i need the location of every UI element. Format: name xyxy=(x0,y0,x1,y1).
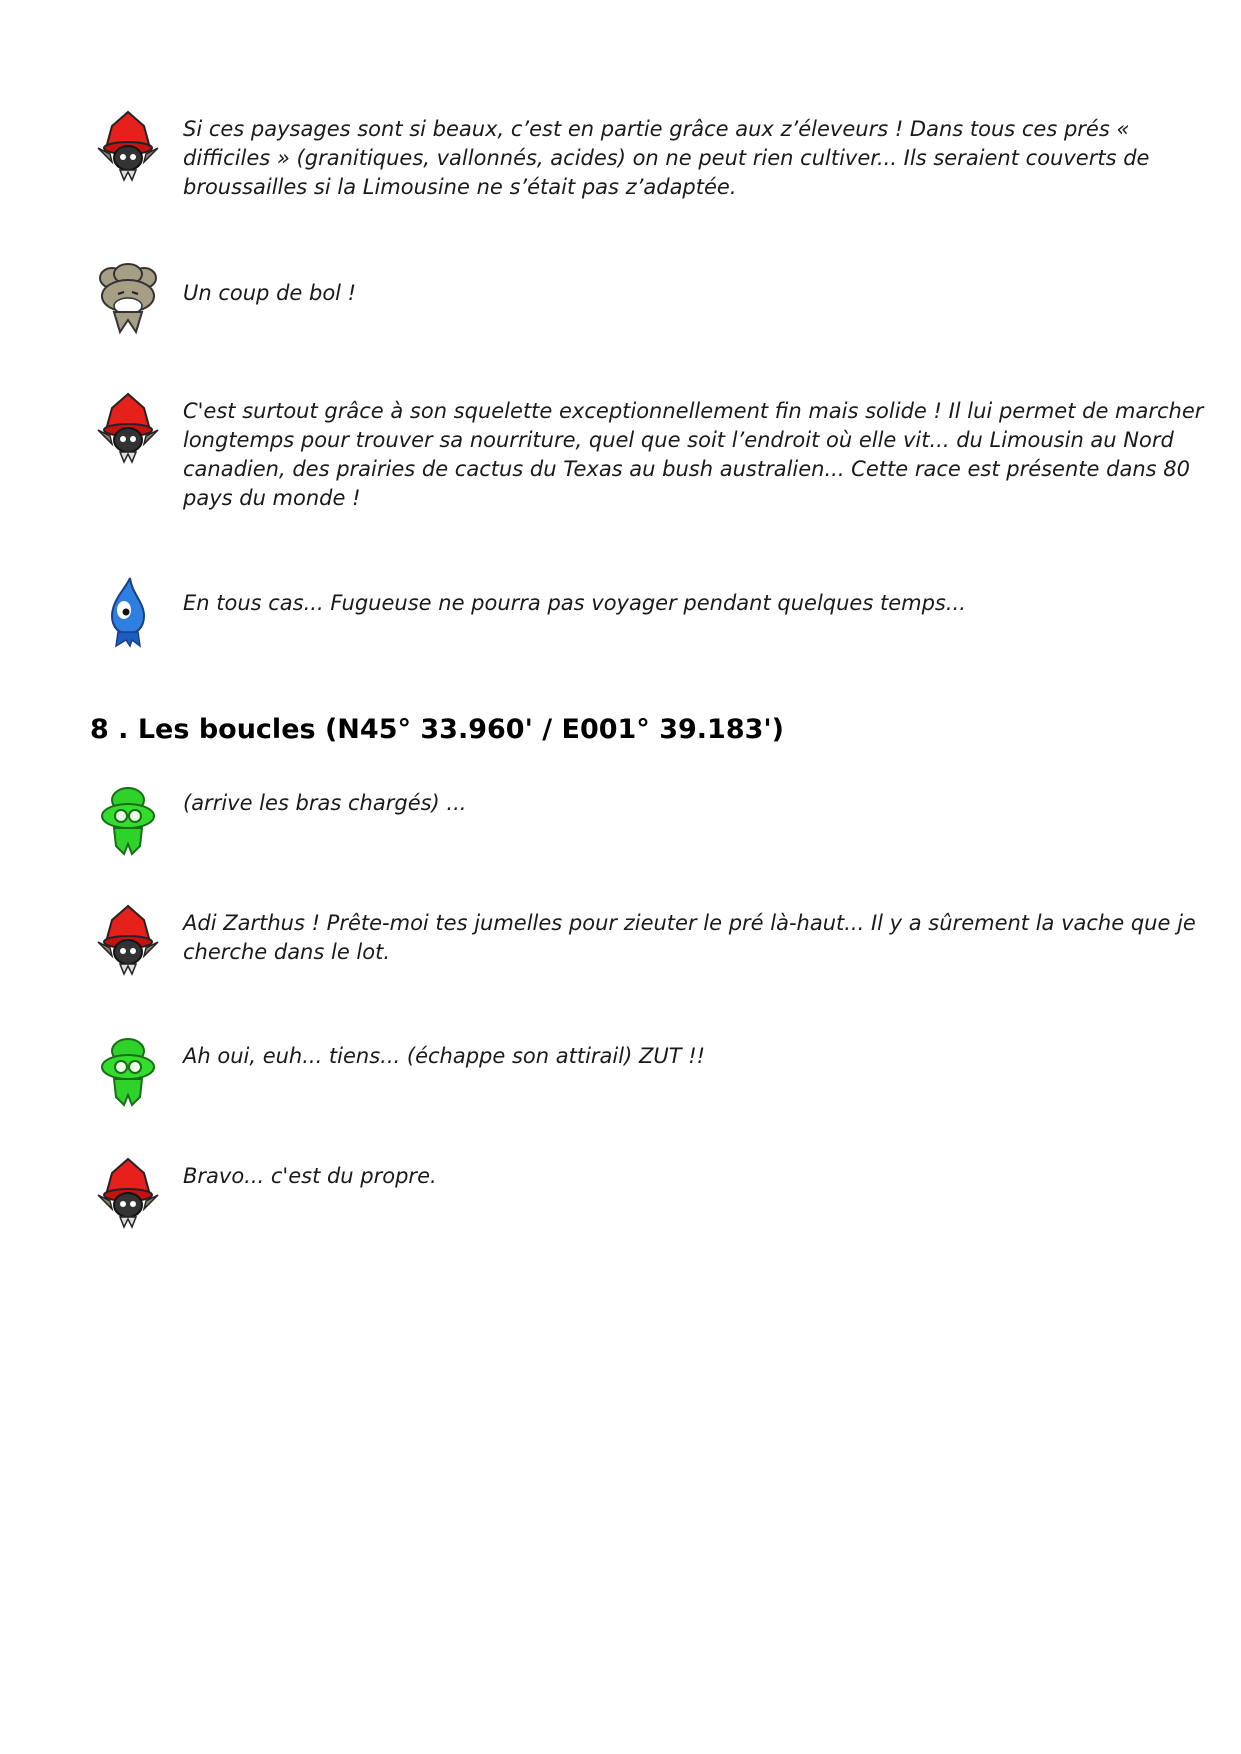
dialogue-text: (arrive les bras chargés) ... xyxy=(183,791,467,815)
red-hat-goblin-icon xyxy=(90,1155,166,1231)
dialogue-text: cherche dans le lot. xyxy=(183,940,391,964)
red-hat-goblin-icon xyxy=(90,108,166,184)
dialogue-text: difficiles » (granitiques, vallonnés, acides) on ne peut rien cultiver... Ils seraient couverts de xyxy=(183,146,1150,170)
green-glasses-character-icon xyxy=(90,1033,166,1109)
dialogue-text: Si ces paysages sont si beaux, c’est en partie grâce aux z’éleveurs ! Dans tous ces prés « xyxy=(183,117,1130,141)
dialogue-text: broussailles si la Limousine ne s’était pas z’adaptée. xyxy=(183,175,737,199)
dialogue-text: Adi Zarthus ! Prête-moi tes jumelles pour zieuter le pré là-haut... Il y a sûrement la vache que je xyxy=(183,911,1196,935)
dialogue-text: En tous cas... Fugueuse ne pourra pas voyager pendant quelques temps... xyxy=(183,591,966,615)
dialogue-text: Ah oui, euh... tiens... (échappe son attirail) ZUT !! xyxy=(183,1044,706,1068)
blue-water-drop-icon xyxy=(90,574,166,650)
section-heading: 8 . Les boucles (N45° 33.960' / E001° 39.183') xyxy=(90,714,784,745)
cow-icon xyxy=(90,262,166,338)
green-glasses-character-icon xyxy=(90,782,166,858)
dialogue-text: Un coup de bol ! xyxy=(183,281,357,305)
dialogue-text: C'est surtout grâce à son squelette exceptionnellement fin mais solide ! Il lui permet de marcher xyxy=(183,399,1204,423)
red-hat-goblin-icon xyxy=(90,902,166,978)
dialogue-text: canadien, des prairies de cactus du Texas au bush australien... Cette race est présente dans 80 xyxy=(183,457,1190,481)
dialogue-text: longtemps pour trouver sa nourriture, quel que soit l’endroit où elle vit... du Limousin au Nord xyxy=(183,428,1174,452)
dialogue-text: Bravo... c'est du propre. xyxy=(183,1164,437,1188)
red-hat-goblin-icon xyxy=(90,390,166,466)
dialogue-text: pays du monde ! xyxy=(183,486,361,510)
